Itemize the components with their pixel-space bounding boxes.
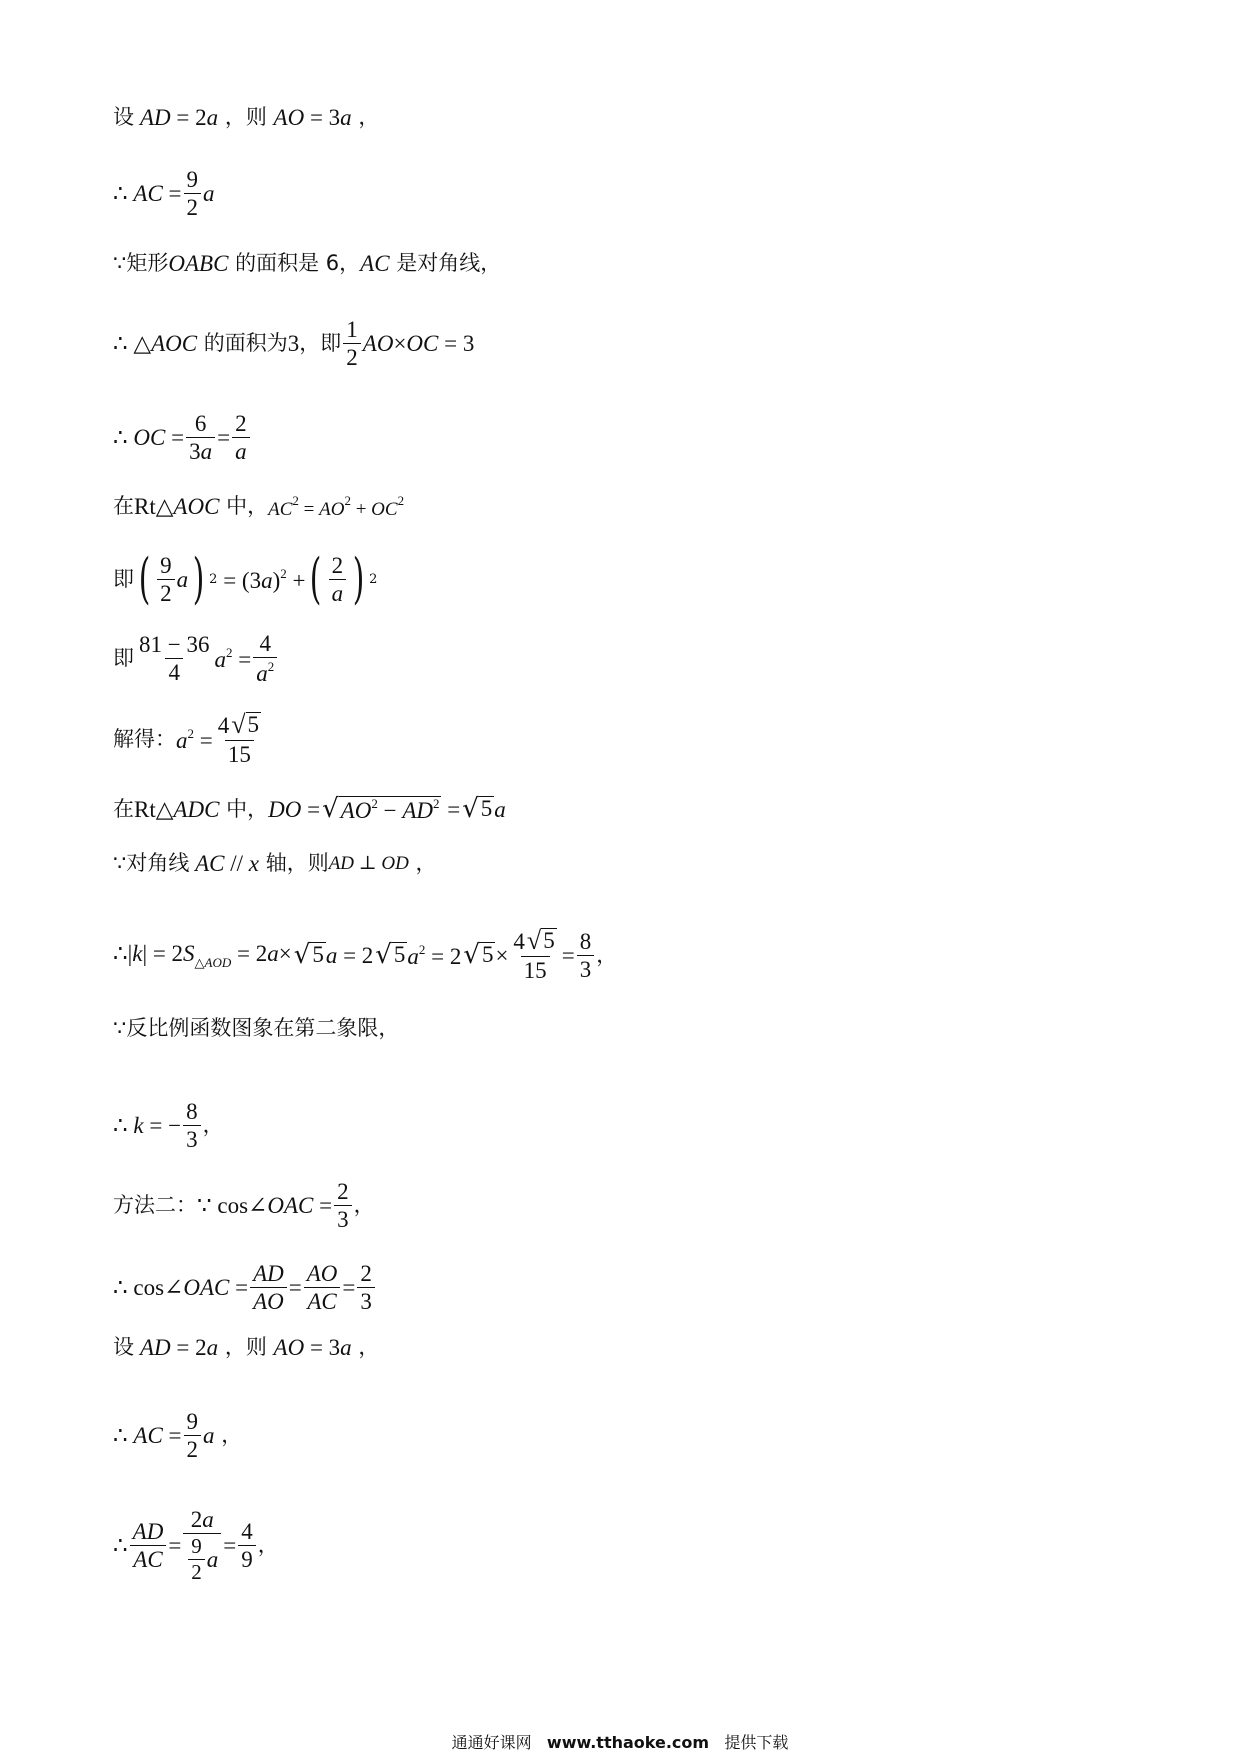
math-line-16: ∴ cos∠OAC = $\frac{AD}{AO}$ = $\frac{AO}{AC}$ = $\frac{2}{3}$	[113, 1262, 377, 1313]
math-line-8: 即 $\frac{81 - 36}{4}$ $a^2$ = $\frac{4}{a^2}$	[113, 632, 279, 685]
math-line-12: ∴|k| = $2S_{\triangle AOD} = 2a\times$ √ 5 a = 2 √ 5 $a^2 = 2$ √ 5 × 4 √ 5 15 = $\frac{8}{3}$ ，	[113, 926, 618, 983]
page-footer	[0, 1730, 1240, 1753]
math-line-17: 设 AD = 2a ，则 AO = 3a ，	[113, 1335, 380, 1360]
math-line-11: ∵对角线 AC // x 轴，则 AD ⊥ OD ，	[113, 851, 437, 876]
math-line-1: 设 AD = 2a ，则 AO = 3a ，	[113, 105, 380, 130]
math-line-6: 在 Rt△AOC 中， $AC^2 = AO^2 + OC^2$	[113, 493, 405, 520]
math-line-18: ∴ AC = $\frac{9}{2}$ a ，	[113, 1409, 243, 1462]
footer-url[interactable]: www.tthaoke.com	[546, 1733, 710, 1752]
math-line-5: ∴ OC = $\frac{6}{3a}$ = $\frac{2}{a}$	[113, 412, 252, 463]
math-line-14: ∴ k = − $\frac{8}{3}$ ，	[113, 1099, 224, 1152]
math-line-9: 解得： $a^2$ = 4 √ 5 15	[113, 710, 260, 767]
math-line-4: ∴ △AOC 的面积为 3 ，即 $\frac{1}{2}$ AO×OC = 3	[113, 317, 475, 370]
footer-site-name: 通通好课网	[451, 1733, 532, 1752]
math-line-13: ∵反比例函数图象在第二象限，	[113, 1016, 400, 1040]
math-line-7: 即 ( $\frac{9}{2}$ a ) 2 = $(3a)^2$ + ( $\frac{2}{a}$ ) 2	[113, 547, 378, 610]
math-line-19: ∴ $\frac{AD}{AC}$ = 2a $\frac{9}{2}$ a = $\frac{4}{9}$ ，	[113, 1507, 279, 1584]
math-line-15: 方法二： ∵ cos∠OAC = $\frac{2}{3}$ ，	[113, 1179, 375, 1232]
footer-suffix: 提供下载	[724, 1733, 789, 1752]
math-line-3: ∵矩形 OABC 的面积是 6， AC 是对角线，	[113, 251, 502, 276]
math-line-10: 在 Rt△ADC 中， DO = √ $AO^2 - AD^2$ = √ 5 a	[113, 794, 506, 824]
math-line-2: ∴ AC = $\frac{9}{2}$ a	[113, 167, 215, 220]
